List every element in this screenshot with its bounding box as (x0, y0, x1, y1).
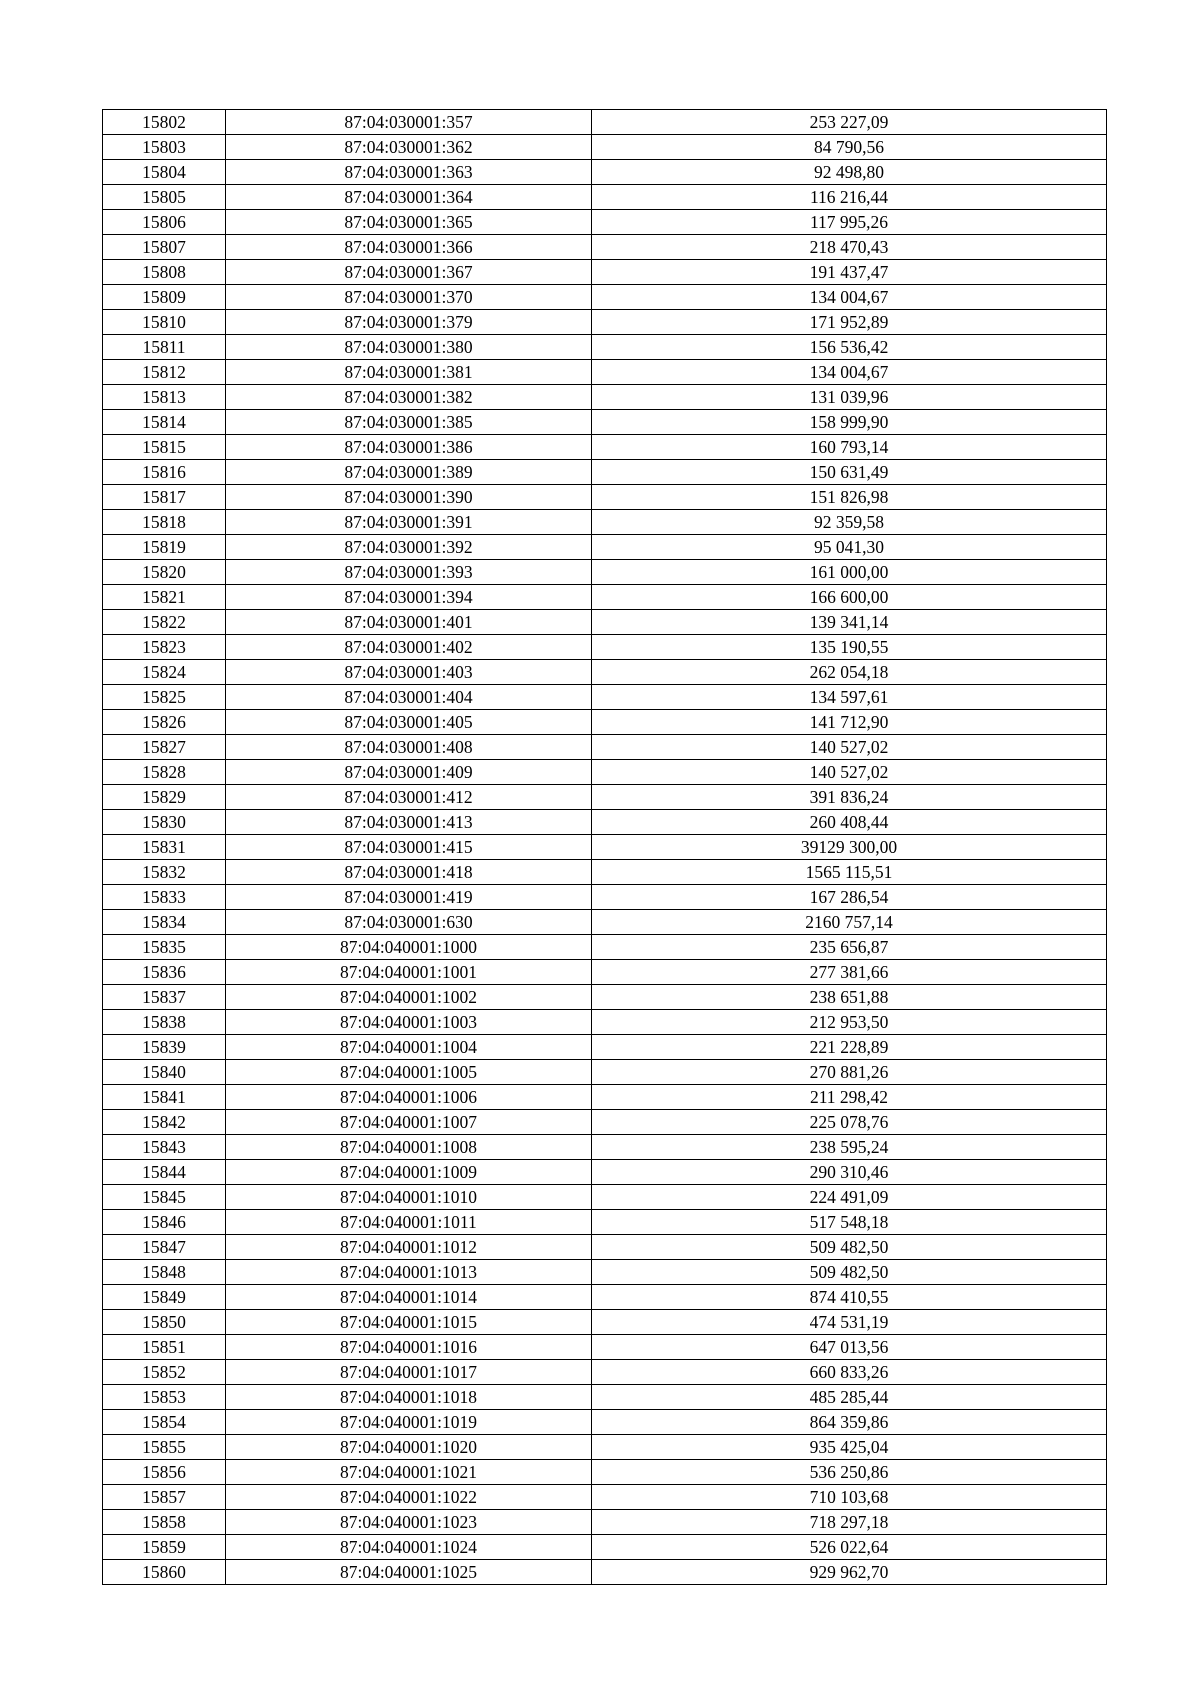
row-number-cell: 15806 (103, 210, 226, 235)
cadastral-value-cell: 253 227,09 (592, 110, 1107, 135)
cadastral-value-cell: 116 216,44 (592, 185, 1107, 210)
cadastral-value-cell: 929 962,70 (592, 1560, 1107, 1585)
row-number-cell: 15834 (103, 910, 226, 935)
table-row (103, 785, 1107, 810)
row-number-cell: 15810 (103, 310, 226, 335)
table-row (103, 260, 1107, 285)
cadastral-number-cell: 87:04:030001:401 (226, 610, 592, 635)
cadastral-number-cell: 87:04:040001:1012 (226, 1235, 592, 1260)
cadastral-value-cell: 211 298,42 (592, 1085, 1107, 1110)
table-row (103, 185, 1107, 210)
cadastral-value-cell: 140 527,02 (592, 735, 1107, 760)
cadastral-value-cell: 238 651,88 (592, 985, 1107, 1010)
cadastral-number-cell: 87:04:040001:1019 (226, 1410, 592, 1435)
cadastral-value-cell: 160 793,14 (592, 435, 1107, 460)
table-row (103, 885, 1107, 910)
row-number-cell: 15831 (103, 835, 226, 860)
cadastral-value-cell: 212 953,50 (592, 1010, 1107, 1035)
table-row (103, 1485, 1107, 1510)
table-row (103, 1110, 1107, 1135)
cadastral-value-cell: 277 381,66 (592, 960, 1107, 985)
row-number-cell: 15838 (103, 1010, 226, 1035)
table-row (103, 1035, 1107, 1060)
row-number-cell: 15858 (103, 1510, 226, 1535)
cadastral-number-cell: 87:04:040001:1024 (226, 1535, 592, 1560)
table-row (103, 235, 1107, 260)
cadastral-value-cell: 134 004,67 (592, 360, 1107, 385)
row-number-cell: 15841 (103, 1085, 226, 1110)
cadastral-value-cell: 134 004,67 (592, 285, 1107, 310)
table-row (103, 1260, 1107, 1285)
cadastral-number-cell: 87:04:030001:363 (226, 160, 592, 185)
cadastral-number-cell: 87:04:040001:1013 (226, 1260, 592, 1285)
table-row (103, 1560, 1107, 1585)
table-row (103, 310, 1107, 335)
row-number-cell: 15814 (103, 410, 226, 435)
cadastral-number-cell: 87:04:030001:404 (226, 685, 592, 710)
cadastral-number-cell: 87:04:040001:1014 (226, 1285, 592, 1310)
cadastral-number-cell: 87:04:030001:391 (226, 510, 592, 535)
cadastral-value-cell: 391 836,24 (592, 785, 1107, 810)
cadastral-number-cell: 87:04:030001:402 (226, 635, 592, 660)
cadastral-number-cell: 87:04:040001:1011 (226, 1210, 592, 1235)
cadastral-number-cell: 87:04:030001:412 (226, 785, 592, 810)
cadastral-value-cell: 167 286,54 (592, 885, 1107, 910)
cadastral-number-cell: 87:04:030001:381 (226, 360, 592, 385)
table-row (103, 410, 1107, 435)
cadastral-number-cell: 87:04:040001:1006 (226, 1085, 592, 1110)
cadastral-value-cell: 874 410,55 (592, 1285, 1107, 1310)
cadastral-number-cell: 87:04:030001:394 (226, 585, 592, 610)
cadastral-number-cell: 87:04:030001:389 (226, 460, 592, 485)
row-number-cell: 15850 (103, 1310, 226, 1335)
cadastral-value-cell: 485 285,44 (592, 1385, 1107, 1410)
row-number-cell: 15836 (103, 960, 226, 985)
table-row (103, 610, 1107, 635)
cadastral-number-cell: 87:04:030001:409 (226, 760, 592, 785)
cadastral-number-cell: 87:04:030001:365 (226, 210, 592, 235)
cadastral-number-cell: 87:04:040001:1004 (226, 1035, 592, 1060)
cadastral-number-cell: 87:04:040001:1009 (226, 1160, 592, 1185)
cadastral-value-cell: 161 000,00 (592, 560, 1107, 585)
cadastral-number-cell: 87:04:040001:1020 (226, 1435, 592, 1460)
cadastral-value-cell: 935 425,04 (592, 1435, 1107, 1460)
cadastral-value-cell: 290 310,46 (592, 1160, 1107, 1185)
table-row (103, 1510, 1107, 1535)
row-number-cell: 15824 (103, 660, 226, 685)
table-row (103, 110, 1107, 135)
row-number-cell: 15854 (103, 1410, 226, 1435)
cadastral-number-cell: 87:04:040001:1025 (226, 1560, 592, 1585)
table-row (103, 1235, 1107, 1260)
cadastral-value-cell: 39129 300,00 (592, 835, 1107, 860)
cadastral-number-cell: 87:04:030001:362 (226, 135, 592, 160)
table-row (103, 1285, 1107, 1310)
row-number-cell: 15860 (103, 1560, 226, 1585)
cadastral-value-cell: 158 999,90 (592, 410, 1107, 435)
row-number-cell: 15856 (103, 1460, 226, 1485)
row-number-cell: 15826 (103, 710, 226, 735)
row-number-cell: 15840 (103, 1060, 226, 1085)
cadastral-number-cell: 87:04:030001:380 (226, 335, 592, 360)
cadastral-number-cell: 87:04:030001:370 (226, 285, 592, 310)
cadastral-number-cell: 87:04:040001:1015 (226, 1310, 592, 1335)
row-number-cell: 15818 (103, 510, 226, 535)
row-number-cell: 15855 (103, 1435, 226, 1460)
table-row (103, 910, 1107, 935)
table-row (103, 685, 1107, 710)
table-row (103, 1360, 1107, 1385)
cadastral-value-cell: 517 548,18 (592, 1210, 1107, 1235)
cadastral-value-cell: 224 491,09 (592, 1185, 1107, 1210)
table-row (103, 560, 1107, 585)
cadastral-value-cell: 191 437,47 (592, 260, 1107, 285)
table-row (103, 1335, 1107, 1360)
cadastral-number-cell: 87:04:040001:1023 (226, 1510, 592, 1535)
cadastral-value-cell: 2160 757,14 (592, 910, 1107, 935)
row-number-cell: 15812 (103, 360, 226, 385)
row-number-cell: 15802 (103, 110, 226, 135)
cadastral-number-cell: 87:04:030001:367 (226, 260, 592, 285)
table-row (103, 1460, 1107, 1485)
table-row (103, 1135, 1107, 1160)
cadastral-value-cell: 474 531,19 (592, 1310, 1107, 1335)
table-row (103, 535, 1107, 560)
row-number-cell: 15823 (103, 635, 226, 660)
row-number-cell: 15857 (103, 1485, 226, 1510)
row-number-cell: 15825 (103, 685, 226, 710)
cadastral-value-cell: 150 631,49 (592, 460, 1107, 485)
table-row (103, 1535, 1107, 1560)
table-row (103, 1160, 1107, 1185)
row-number-cell: 15833 (103, 885, 226, 910)
cadastral-number-cell: 87:04:030001:419 (226, 885, 592, 910)
cadastral-number-cell: 87:04:030001:382 (226, 385, 592, 410)
row-number-cell: 15811 (103, 335, 226, 360)
table-row (103, 985, 1107, 1010)
row-number-cell: 15829 (103, 785, 226, 810)
table-row (103, 835, 1107, 860)
row-number-cell: 15835 (103, 935, 226, 960)
row-number-cell: 15848 (103, 1260, 226, 1285)
table-row (103, 960, 1107, 985)
cadastral-value-cell: 84 790,56 (592, 135, 1107, 160)
row-number-cell: 15830 (103, 810, 226, 835)
row-number-cell: 15803 (103, 135, 226, 160)
cadastral-value-cell: 718 297,18 (592, 1510, 1107, 1535)
cadastral-number-cell: 87:04:030001:386 (226, 435, 592, 460)
cadastral-value-cell: 92 359,58 (592, 510, 1107, 535)
cadastral-number-cell: 87:04:030001:408 (226, 735, 592, 760)
row-number-cell: 15845 (103, 1185, 226, 1210)
table-row (103, 660, 1107, 685)
cadastral-number-cell: 87:04:040001:1022 (226, 1485, 592, 1510)
cadastral-value-cell: 238 595,24 (592, 1135, 1107, 1160)
cadastral-number-cell: 87:04:030001:413 (226, 810, 592, 835)
table-row (103, 1210, 1107, 1235)
cadastral-number-cell: 87:04:040001:1001 (226, 960, 592, 985)
cadastral-value-cell: 117 995,26 (592, 210, 1107, 235)
row-number-cell: 15822 (103, 610, 226, 635)
row-number-cell: 15817 (103, 485, 226, 510)
cadastral-number-cell: 87:04:030001:366 (226, 235, 592, 260)
cadastral-number-cell: 87:04:030001:392 (226, 535, 592, 560)
cadastral-value-cell: 235 656,87 (592, 935, 1107, 960)
cadastral-value-cell: 647 013,56 (592, 1335, 1107, 1360)
table-row (103, 160, 1107, 185)
table-row (103, 860, 1107, 885)
table-row (103, 1385, 1107, 1410)
table-row (103, 1010, 1107, 1035)
row-number-cell: 15819 (103, 535, 226, 560)
cadastral-value-cell: 1565 115,51 (592, 860, 1107, 885)
cadastral-value-cell: 270 881,26 (592, 1060, 1107, 1085)
row-number-cell: 15809 (103, 285, 226, 310)
cadastral-value-cell: 509 482,50 (592, 1235, 1107, 1260)
cadastral-value-cell: 526 022,64 (592, 1535, 1107, 1560)
cadastral-number-cell: 87:04:040001:1018 (226, 1385, 592, 1410)
table-row (103, 335, 1107, 360)
row-number-cell: 15852 (103, 1360, 226, 1385)
cadastral-value-cell: 536 250,86 (592, 1460, 1107, 1485)
cadastral-number-cell: 87:04:030001:385 (226, 410, 592, 435)
row-number-cell: 15813 (103, 385, 226, 410)
cadastral-number-cell: 87:04:040001:1005 (226, 1060, 592, 1085)
cadastral-number-cell: 87:04:040001:1017 (226, 1360, 592, 1385)
table-row (103, 635, 1107, 660)
cadastral-value-table (102, 109, 1107, 1585)
cadastral-value-cell: 135 190,55 (592, 635, 1107, 660)
table-row (103, 935, 1107, 960)
table-row (103, 1435, 1107, 1460)
row-number-cell: 15851 (103, 1335, 226, 1360)
cadastral-number-cell: 87:04:040001:1007 (226, 1110, 592, 1135)
row-number-cell: 15821 (103, 585, 226, 610)
table-row (103, 285, 1107, 310)
cadastral-value-cell: 131 039,96 (592, 385, 1107, 410)
cadastral-number-cell: 87:04:030001:393 (226, 560, 592, 585)
row-number-cell: 15859 (103, 1535, 226, 1560)
cadastral-number-cell: 87:04:040001:1016 (226, 1335, 592, 1360)
row-number-cell: 15846 (103, 1210, 226, 1235)
table-row (103, 385, 1107, 410)
cadastral-value-cell: 166 600,00 (592, 585, 1107, 610)
row-number-cell: 15849 (103, 1285, 226, 1310)
cadastral-number-cell: 87:04:040001:1021 (226, 1460, 592, 1485)
row-number-cell: 15853 (103, 1385, 226, 1410)
cadastral-value-cell: 139 341,14 (592, 610, 1107, 635)
table-row (103, 1085, 1107, 1110)
table-row (103, 435, 1107, 460)
row-number-cell: 15839 (103, 1035, 226, 1060)
cadastral-value-cell: 141 712,90 (592, 710, 1107, 735)
table-row (103, 735, 1107, 760)
row-number-cell: 15828 (103, 760, 226, 785)
table-row (103, 460, 1107, 485)
table-row (103, 1060, 1107, 1085)
cadastral-value-cell: 218 470,43 (592, 235, 1107, 260)
row-number-cell: 15816 (103, 460, 226, 485)
cadastral-value-cell: 95 041,30 (592, 535, 1107, 560)
cadastral-value-cell: 134 597,61 (592, 685, 1107, 710)
cadastral-value-cell: 660 833,26 (592, 1360, 1107, 1385)
cadastral-value-cell: 260 408,44 (592, 810, 1107, 835)
cadastral-value-cell: 225 078,76 (592, 1110, 1107, 1135)
cadastral-number-cell: 87:04:040001:1000 (226, 935, 592, 960)
row-number-cell: 15837 (103, 985, 226, 1010)
row-number-cell: 15808 (103, 260, 226, 285)
cadastral-value-cell: 156 536,42 (592, 335, 1107, 360)
cadastral-value-cell: 92 498,80 (592, 160, 1107, 185)
row-number-cell: 15844 (103, 1160, 226, 1185)
cadastral-number-cell: 87:04:030001:357 (226, 110, 592, 135)
table-row (103, 810, 1107, 835)
cadastral-value-cell: 710 103,68 (592, 1485, 1107, 1510)
cadastral-number-cell: 87:04:030001:379 (226, 310, 592, 335)
table-row (103, 485, 1107, 510)
cadastral-number-cell: 87:04:030001:390 (226, 485, 592, 510)
row-number-cell: 15815 (103, 435, 226, 460)
cadastral-number-cell: 87:04:040001:1003 (226, 1010, 592, 1035)
table-row (103, 1185, 1107, 1210)
table-row (103, 585, 1107, 610)
cadastral-value-cell: 221 228,89 (592, 1035, 1107, 1060)
cadastral-value-cell: 151 826,98 (592, 485, 1107, 510)
table-row (103, 360, 1107, 385)
cadastral-value-cell: 262 054,18 (592, 660, 1107, 685)
cadastral-value-cell: 509 482,50 (592, 1260, 1107, 1285)
table-row (103, 135, 1107, 160)
row-number-cell: 15805 (103, 185, 226, 210)
cadastral-number-cell: 87:04:030001:418 (226, 860, 592, 885)
cadastral-value-cell: 864 359,86 (592, 1410, 1107, 1435)
cadastral-number-cell: 87:04:030001:415 (226, 835, 592, 860)
table-row (103, 1310, 1107, 1335)
table-row (103, 760, 1107, 785)
table-row (103, 210, 1107, 235)
table-body (103, 110, 1107, 1585)
row-number-cell: 15807 (103, 235, 226, 260)
row-number-cell: 15847 (103, 1235, 226, 1260)
cadastral-number-cell: 87:04:030001:630 (226, 910, 592, 935)
table-row (103, 710, 1107, 735)
table-row (103, 1410, 1107, 1435)
cadastral-number-cell: 87:04:040001:1002 (226, 985, 592, 1010)
row-number-cell: 15843 (103, 1135, 226, 1160)
cadastral-value-cell: 140 527,02 (592, 760, 1107, 785)
row-number-cell: 15820 (103, 560, 226, 585)
cadastral-number-cell: 87:04:030001:364 (226, 185, 592, 210)
row-number-cell: 15842 (103, 1110, 226, 1135)
cadastral-number-cell: 87:04:040001:1008 (226, 1135, 592, 1160)
cadastral-number-cell: 87:04:030001:403 (226, 660, 592, 685)
row-number-cell: 15832 (103, 860, 226, 885)
table-row (103, 510, 1107, 535)
cadastral-number-cell: 87:04:030001:405 (226, 710, 592, 735)
row-number-cell: 15804 (103, 160, 226, 185)
cadastral-value-cell: 171 952,89 (592, 310, 1107, 335)
row-number-cell: 15827 (103, 735, 226, 760)
cadastral-number-cell: 87:04:040001:1010 (226, 1185, 592, 1210)
